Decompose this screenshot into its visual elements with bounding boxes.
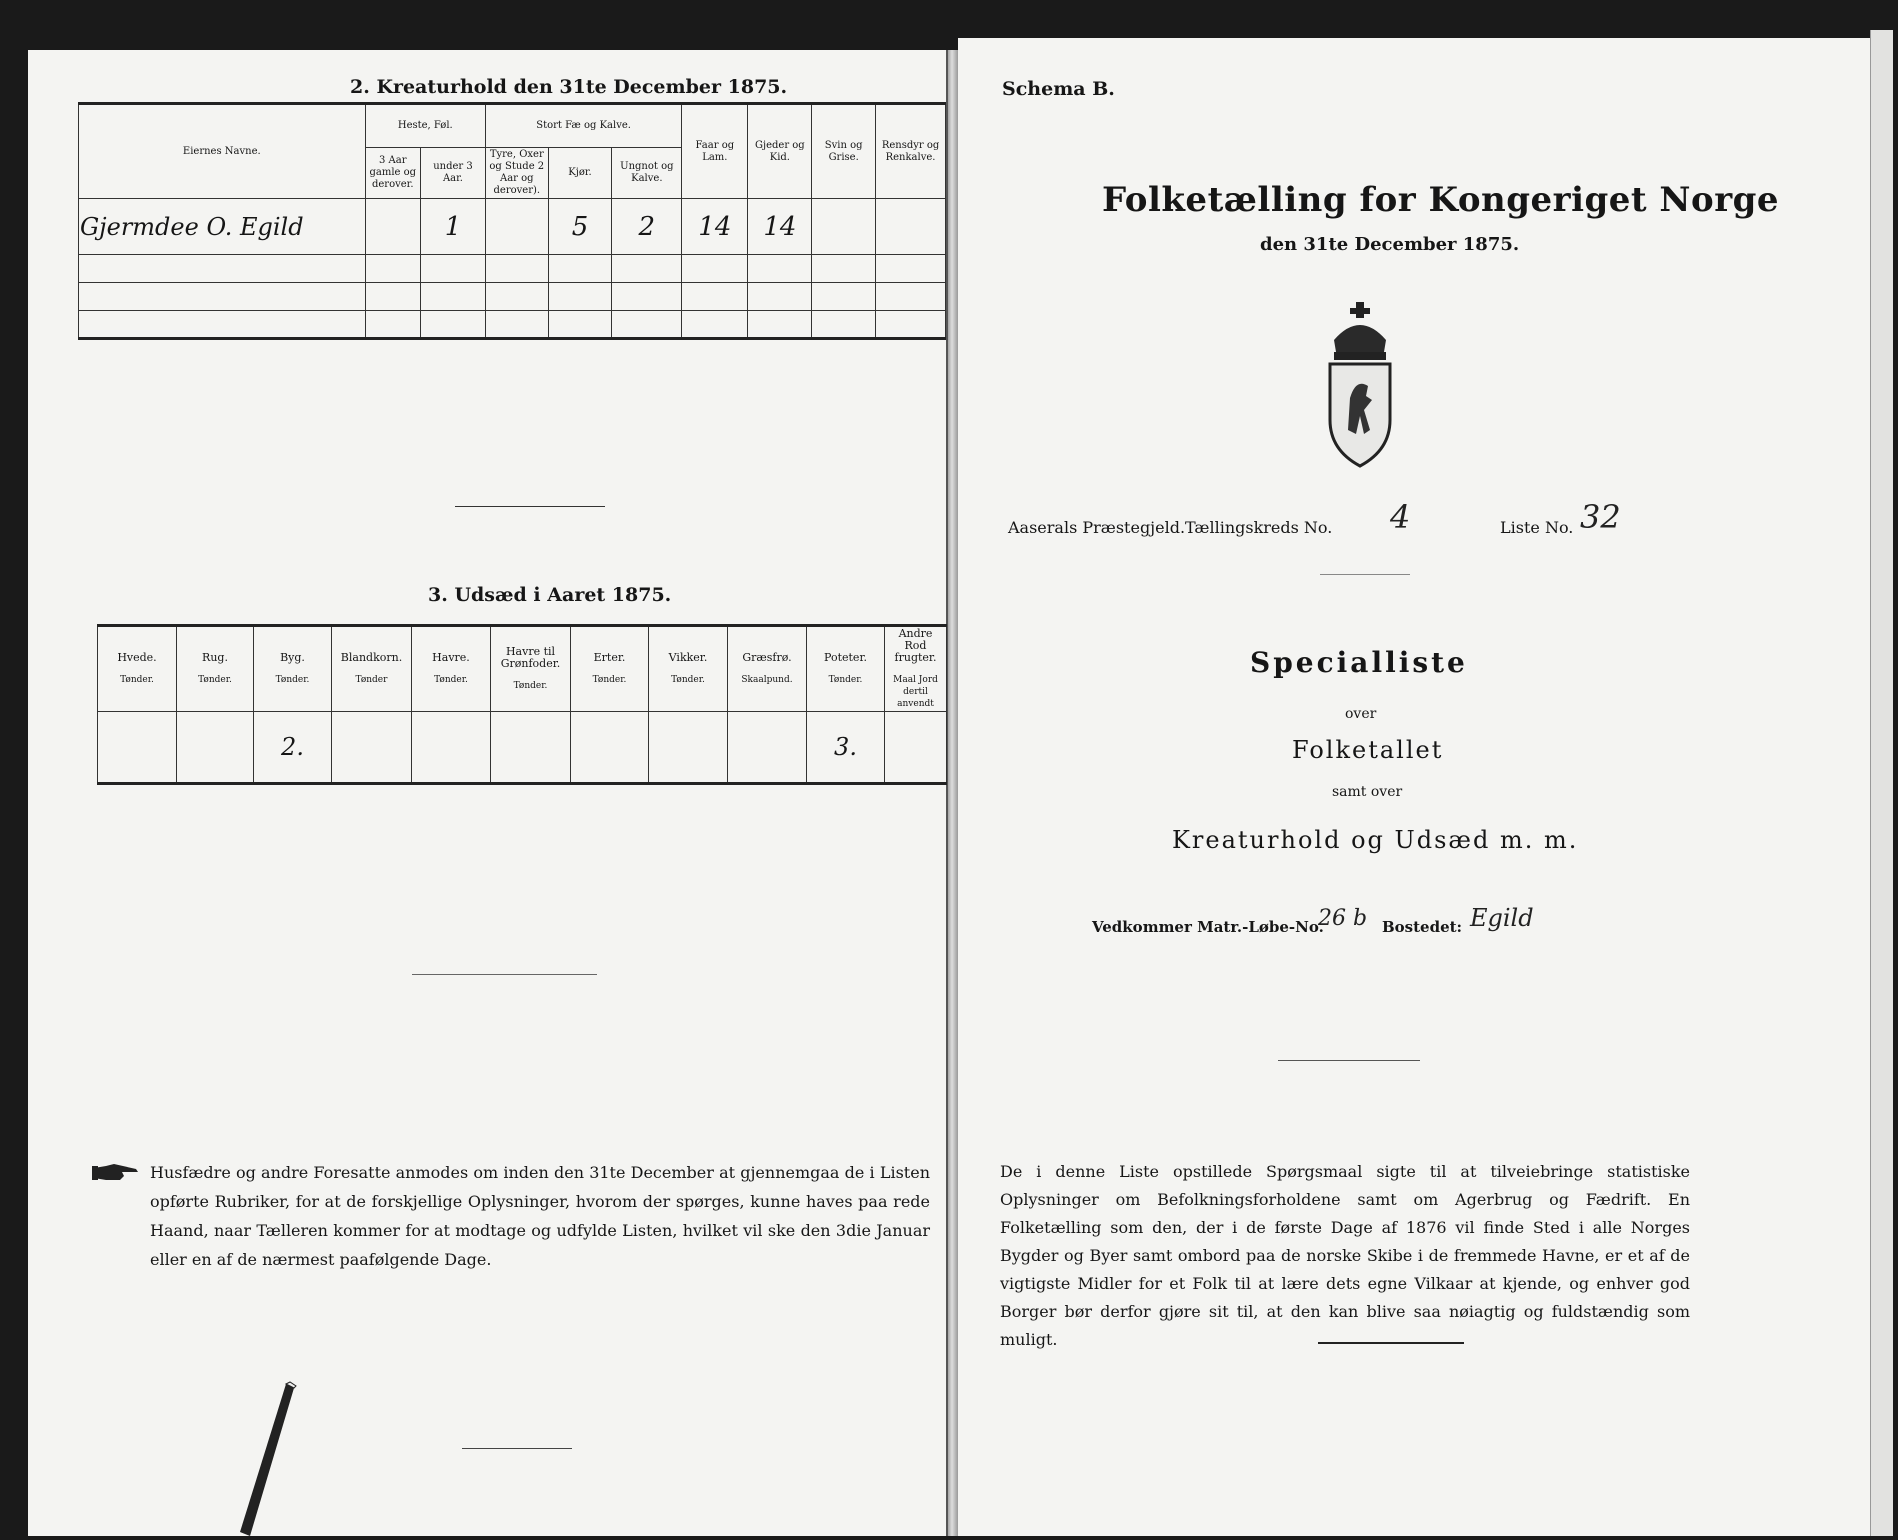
owner-header: Eiernes Navne. xyxy=(79,104,366,199)
coat-of-arms-icon xyxy=(1320,300,1400,470)
parish-label: Aaserals Præstegjeld. xyxy=(1008,518,1186,537)
seed-header-name: Græsfrø. xyxy=(742,651,792,664)
seed-value-cell xyxy=(177,712,254,784)
seed-header xyxy=(885,626,947,712)
divider xyxy=(1320,574,1410,575)
rensdyr-cell xyxy=(876,199,946,255)
seed-header xyxy=(728,626,807,712)
schema-label: Schema B. xyxy=(1002,78,1115,100)
seed-header-name: Blandkorn. xyxy=(340,651,403,664)
seed-header-name: Poteter. xyxy=(824,651,867,664)
seed-header xyxy=(98,626,177,712)
seed-header xyxy=(177,626,254,712)
heste-3aar-header: 3 Aar gamle og derover. xyxy=(365,148,420,199)
seed-header-unit: Tønder. xyxy=(828,675,863,685)
seed-value-cell xyxy=(649,712,728,784)
seed-header-unit: Tønder. xyxy=(198,675,232,685)
seed-value-cell xyxy=(885,712,947,784)
owner-cell: Gjermdee O. Egild xyxy=(79,199,366,255)
svin-cell xyxy=(812,199,876,255)
matr-value: 26 b xyxy=(1318,906,1368,931)
seed-value-cell xyxy=(98,712,177,784)
divider xyxy=(1278,1060,1420,1061)
specialliste-title: Specialliste xyxy=(1250,646,1468,679)
divider xyxy=(455,506,605,507)
matr-label: Vedkommer Matr.-Løbe-No. xyxy=(1092,918,1324,936)
seed-value-cell xyxy=(728,712,807,784)
seed-header-unit: Tønder. xyxy=(434,675,468,685)
stort-fae-header: Stort Fæ og Kalve. xyxy=(485,104,681,148)
footnote-text: Husfædre og andre Foresatte anmodes om inden den 31te December at gjennemgaa de i Listen opførte Rubriker, for at de forskjellige Oplysninger, hvorom der spørges, kunne haves paa rede Haand, naar Tælleren kommer for at modtage og udfylde Listen, hvilket vil ske den 3die Januar eller en af de nærmest paafølgende Dage. xyxy=(150,1163,930,1269)
body-paragraph: De i denne Liste opstillede Spørgsmaal sigte til at tilveiebringe statistiske Oplysninger om Befolkningsforholdene samt om Agerbrug og Fædrift. En Folketælling som den, der i de første Dage af 1876 vil finde Sted i alle Norges Bygder og Byer samt ombord paa de norske Skibe i de fremmede Havne, er et af de vigtigste Midler for et Folk til at lære dets egne Vilkaar at kjende, og enhver god Borger bør derfor gjøre sit til, at den kan blive saa nøiagtig og fuldstændig som muligt. xyxy=(1000,1162,1690,1349)
seed-header-name: Rug. xyxy=(202,651,228,664)
seed-header-name: Havre til Grønfoder. xyxy=(500,645,561,670)
divider xyxy=(462,1448,572,1449)
seed-header-name: Vikker. xyxy=(668,651,708,664)
gjeder-header: Gjeder og Kid. xyxy=(748,104,812,199)
seed-header-name: Andre Rod frugter. xyxy=(894,627,937,664)
heste-3aar-cell xyxy=(365,199,420,255)
pointing-hand-icon xyxy=(92,1160,142,1184)
pen-icon xyxy=(220,1380,300,1540)
seed-header xyxy=(332,626,412,712)
kreaturhold-label: Kreaturhold og Udsæd m. m. xyxy=(1172,826,1579,854)
seed-value-cell xyxy=(412,712,491,784)
seed-header-unit: Tønder. xyxy=(275,675,310,685)
seed-header-name: Byg. xyxy=(280,651,305,664)
seed-header-unit: Tønder. xyxy=(513,681,548,691)
heste-header: Heste, Føl. xyxy=(365,104,485,148)
tyre-header: Tyre, Oxer og Stude 2 Aar og derover). xyxy=(485,148,548,199)
section3-title: 3. Udsæd i Aaret 1875. xyxy=(428,584,672,606)
seed-header-unit: Tønder. xyxy=(671,675,705,685)
seed-header-unit: Tønder. xyxy=(592,675,627,685)
kjoer-header: Kjør. xyxy=(548,148,612,199)
seed-value-cell xyxy=(332,712,412,784)
heste-under3-header: under 3 Aar. xyxy=(420,148,485,199)
over-label: over xyxy=(1345,706,1377,722)
seed-header xyxy=(491,626,571,712)
samt-over-label: samt over xyxy=(1332,784,1403,800)
bosted-value: Egild xyxy=(1470,904,1534,932)
main-title: Folketælling for Kongeriget Norge xyxy=(1102,180,1780,220)
seed-header xyxy=(412,626,491,712)
list-label: Liste No. xyxy=(1500,518,1574,537)
seed-header xyxy=(807,626,885,712)
folketallet-label: Folketallet xyxy=(1292,736,1444,764)
table-row xyxy=(79,199,946,255)
seed-value-cell xyxy=(491,712,571,784)
seed-header xyxy=(254,626,332,712)
faar-header: Faar og Lam. xyxy=(682,104,748,199)
bosted-label: Bostedet: xyxy=(1382,918,1463,936)
seed-header-unit: Tønder. xyxy=(120,675,154,685)
table-row xyxy=(79,311,946,339)
seed-header-name: Erter. xyxy=(593,651,626,664)
table-row xyxy=(79,283,946,311)
seed-header-unit: Maal Jord dertil anvendt xyxy=(893,675,938,709)
divider xyxy=(1318,1342,1464,1344)
subtitle: den 31te December 1875. xyxy=(1260,234,1520,255)
list-value: 32 xyxy=(1580,498,1621,536)
seed-header xyxy=(571,626,649,712)
seed-value-cell: 3. xyxy=(807,712,885,784)
table-row xyxy=(79,255,946,283)
tyre-cell xyxy=(485,199,548,255)
faar-cell: 14 xyxy=(682,199,748,255)
divider xyxy=(412,974,597,975)
ungnot-header: Ungnot og Kalve. xyxy=(612,148,682,199)
ungnot-cell: 2 xyxy=(612,199,682,255)
rensdyr-header: Rensdyr og Renkalve. xyxy=(876,104,946,199)
seed-value-cell xyxy=(571,712,649,784)
page-edge xyxy=(1870,30,1893,1536)
seed-table xyxy=(97,624,947,785)
seed-header-unit: Tønder xyxy=(355,675,388,685)
district-label: Tællingskreds No. xyxy=(1185,518,1333,537)
seed-header-unit: Skaalpund. xyxy=(741,675,793,685)
seed-header-name: Hvede. xyxy=(117,651,157,664)
gjeder-cell: 14 xyxy=(748,199,812,255)
section2-title: 2. Kreaturhold den 31te December 1875. xyxy=(350,76,788,98)
svin-header: Svin og Grise. xyxy=(812,104,876,199)
kjoer-cell: 5 xyxy=(548,199,612,255)
seed-value-cell: 2. xyxy=(254,712,332,784)
seed-header-name: Havre. xyxy=(432,651,470,664)
seed-header xyxy=(649,626,728,712)
district-value: 4 xyxy=(1390,498,1411,536)
livestock-table xyxy=(78,102,946,340)
heste-under3-cell: 1 xyxy=(420,199,485,255)
table-row xyxy=(98,712,947,784)
